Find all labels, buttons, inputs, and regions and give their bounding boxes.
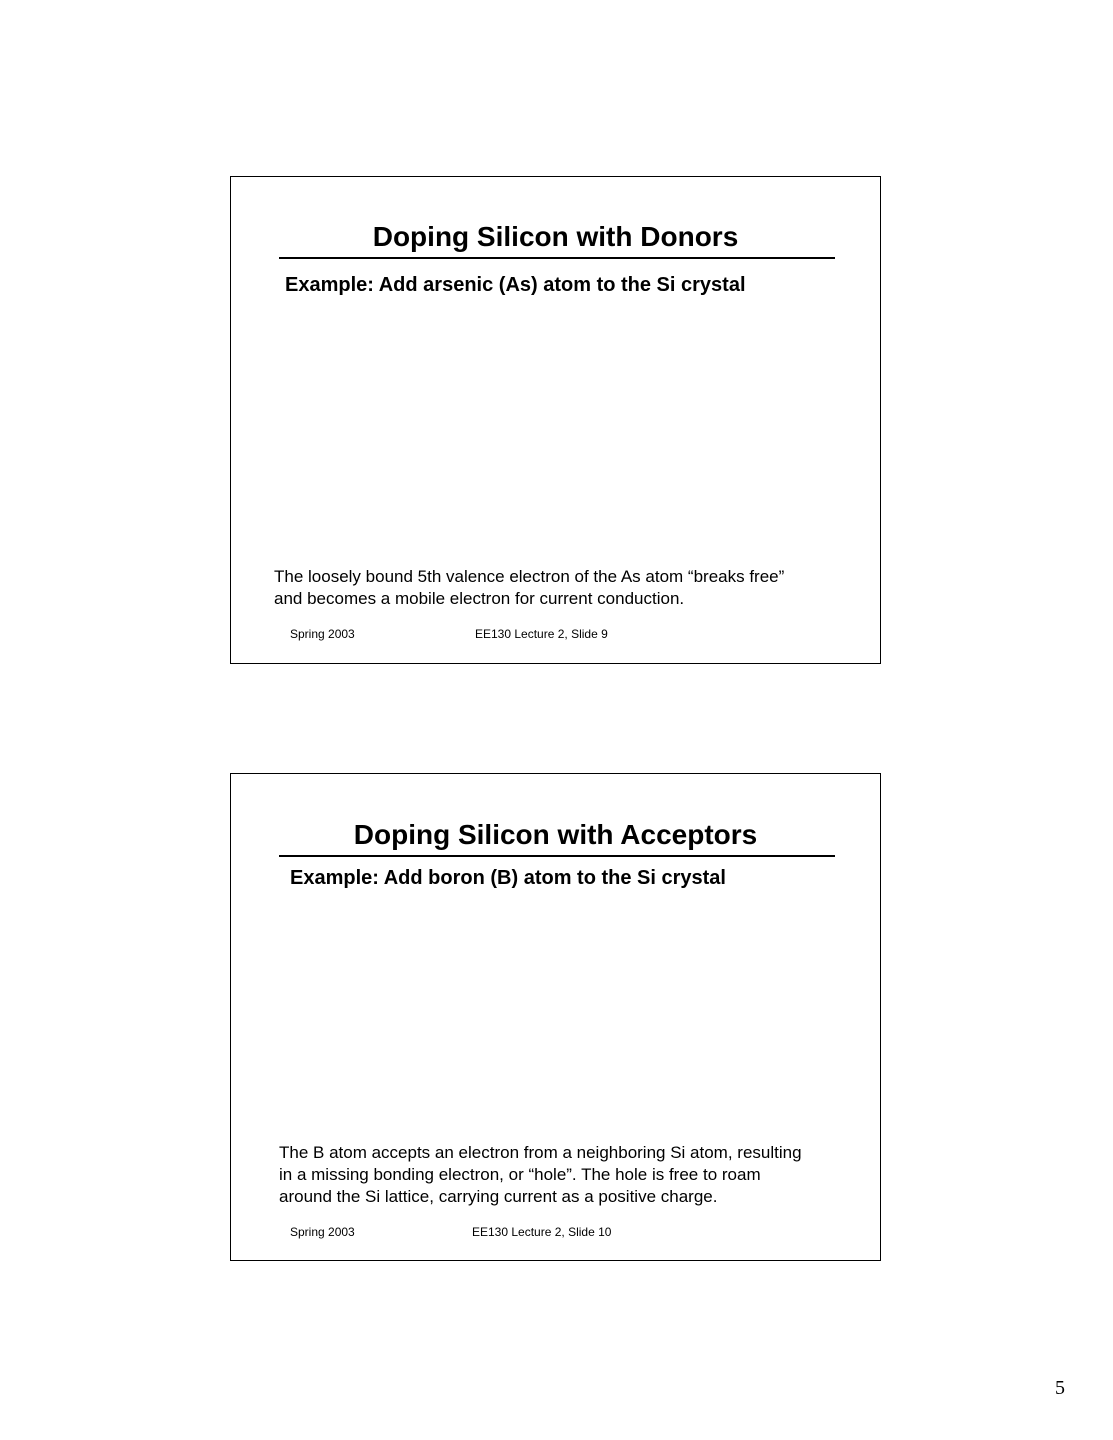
body-line: and becomes a mobile electron for current conduction.	[274, 589, 685, 608]
slide-title: Doping Silicon with Acceptors	[353, 819, 758, 850]
body-line: in a missing bonding electron, or “hole”. The hole is free to roam	[279, 1165, 761, 1184]
slide-body-text	[274, 566, 784, 610]
slide-title: Doping Silicon with Donors	[372, 221, 739, 252]
slide-donors	[230, 176, 881, 664]
footer-date: Spring 2003	[290, 627, 355, 641]
footer-slide-label: EE130 Lecture 2, Slide 9	[475, 627, 608, 641]
body-line: The B atom accepts an electron from a neighboring Si atom, resulting	[279, 1143, 802, 1162]
figure-placeholder	[279, 309, 835, 559]
slide-subtitle: Example: Add arsenic (As) atom to the Si crystal	[285, 274, 746, 296]
slide-acceptors	[230, 773, 881, 1261]
footer-date: Spring 2003	[290, 1225, 355, 1239]
footer-slide-label: EE130 Lecture 2, Slide 10	[472, 1225, 612, 1239]
slide-body-text	[279, 1142, 802, 1208]
page-number: 5	[1055, 1377, 1065, 1399]
body-line: around the Si lattice, carrying current as a positive charge.	[279, 1187, 718, 1206]
title-underline	[279, 257, 835, 259]
title-underline	[279, 855, 835, 857]
slide-subtitle: Example: Add boron (B) atom to the Si crystal	[290, 867, 726, 889]
body-line: The loosely bound 5th valence electron of the As atom “breaks free”	[274, 567, 785, 586]
figure-placeholder	[279, 900, 835, 1134]
